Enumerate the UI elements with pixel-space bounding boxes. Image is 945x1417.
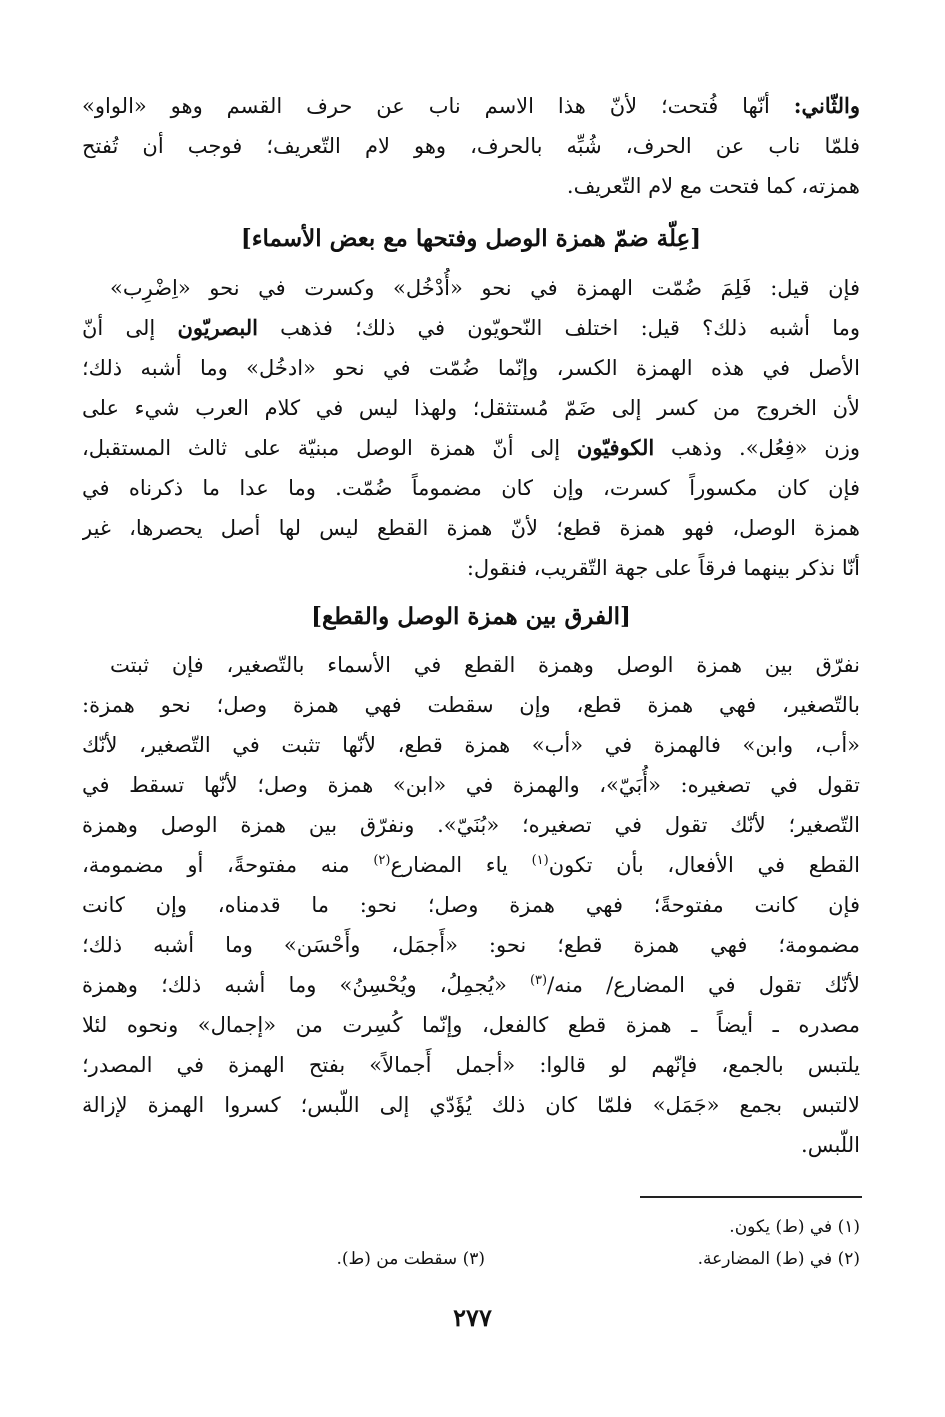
footnote-1: (١) في (ط) يكون. [729,1217,860,1237]
bold-term: الكوفيّون [576,435,655,460]
paragraph-line: يلتبس بالجمع، فإنّهم لو قالوا: «أجمل أَجمالاً» بفتح الهمزة في المصدر؛ [82,1053,860,1077]
footnote-3: (٣) سقطت من (ط). [336,1249,485,1269]
paragraph-line: التّصغير؛ لأنّك تقول في تصغيره؛ «بُنَيّ». ونفرّق بين همزة الوصل وهمزة [82,813,860,837]
paragraph-line [82,845,860,885]
text-run: وزن «فِعُل». وذهب [654,436,860,460]
paragraph-line: همزته، كما فتحت مع لام التّعريف. [566,174,860,198]
paragraph-line [82,86,860,126]
page-number: ٢٧٧ [453,1303,492,1332]
text-run: إلى أنّ [82,316,178,340]
text-run: القطع في الأفعال، بأن تكون [548,853,860,877]
paragraph-line: أنّا نذكر بينهما فرقاً على جهة التّقريب، فنقول: [466,556,860,580]
paragraph-line: بالتّصغير، فهي همزة قطع، وإن سقطت فهي همزة وصل؛ نحو همزة: [82,693,860,717]
section-heading: [عِلّة ضمّ همزة الوصل وفتحها مع بعض الأسماء] [240,225,702,252]
section-heading: [الفرق بين همزة الوصل والقطع] [311,603,631,630]
paragraph-line: مضمومة؛ فهي همزة قطع؛ نحو: «أَجمَل، وأَحْسَن» وما أشبه ذلك؛ [82,933,860,957]
paragraph-line: مصدره ـ أيضاً ـ همزة قطع كالفعل، وإنّما كُسِرت من «إجمال» ونحوه لئلا [82,1013,860,1037]
paragraph-line: فإن قيل: فَلِمَ ضُمّت الهمزة في نحو «أُدْخُل» وكسرت في نحو «اِضْرِب» [110,276,860,300]
text-run: منه مفتوحةً، أو مضمومة، [82,853,374,877]
paragraph-line: لالتبس بجمع «جَمَل» فلمّا كان ذلك يُؤَدّي إلى اللّبس؛ كسروا الهمزة لإزالة [82,1093,860,1117]
footnote-ref: (٢) [373,853,391,868]
text-run: لأنّك تقول في المضارع/ منه/ [547,973,860,997]
footnote-2: (٢) في (ط) المضارعة. [697,1249,860,1269]
bold-term: والثّاني: [793,93,860,118]
paragraph-line: «أب، وابن» فالهمزة في «أب» همزة قطع، لأنّها تثبت في التّصغير، لأنّك [82,733,860,757]
paragraph-line: فلمّا ناب عن الحرف، شُبِّه بالحرف، وهو لام التّعريف؛ فوجب أن تُفتح [82,134,860,158]
paragraph-line: فإن كانت مفتوحةً؛ فهي همزة وصل؛ نحو: ما قدمناه، وإن كانت [82,893,860,917]
paragraph-line [82,308,860,348]
paragraph-line [82,428,860,468]
paragraph-line: نفرّق بين همزة الوصل وهمزة القطع في الأسماء بالتّصغير، فإن ثبتت [110,653,860,677]
text-run: إلى أنّ همزة الوصل مبنيّة على ثالث المستقبل، [82,436,577,460]
text-run: ياء المضارع [390,853,532,877]
paragraph-line: تقول في تصغيره: «أُبَيّ»، والهمزة في «ابن» همزة وصل؛ لأنّها تسقط في [82,773,860,797]
text-run: وما أشبه ذلك؟ قيل: اختلف النّحويّون في ذلك؛ فذهب [257,316,860,340]
paragraph-line: فإن كان مكسوراً كسرت، وإن كان مضموماً ضُمّت. وما عدا ما ذكرناه في [82,476,860,500]
footnote-ref: (٣) [529,973,548,988]
paragraph-line: همزة الوصل، فهو همزة قطع؛ لأنّ همزة القطع ليس لها أصل يحصرها، غير [82,516,860,540]
paragraph-line [82,965,860,1005]
paragraph-line: الأصل في هذه الهمزة الكسر، وإنّما ضُمّت في نحو «ادخُل» وما أشبه ذلك؛ [82,356,860,380]
footnote-divider [640,1196,862,1198]
paragraph-line: اللّبس. [801,1133,860,1157]
bold-term: البصريّون [177,315,258,340]
text-run: أنّها فُتحت؛ لأنّ هذا الاسم ناب عن حرف القسم وهو «الواو» [82,94,794,118]
paragraph-line: لأن الخروج من كسر إلى ضَمّ مُستثقل؛ ولهذا ليس في كلام العرب شيء على [82,396,860,420]
footnote-ref: (١) [531,853,549,868]
text-run: «يُجمِلُ، ويُحْسِنُ» وما أشبه ذلك؛ وهمزة [82,973,530,997]
